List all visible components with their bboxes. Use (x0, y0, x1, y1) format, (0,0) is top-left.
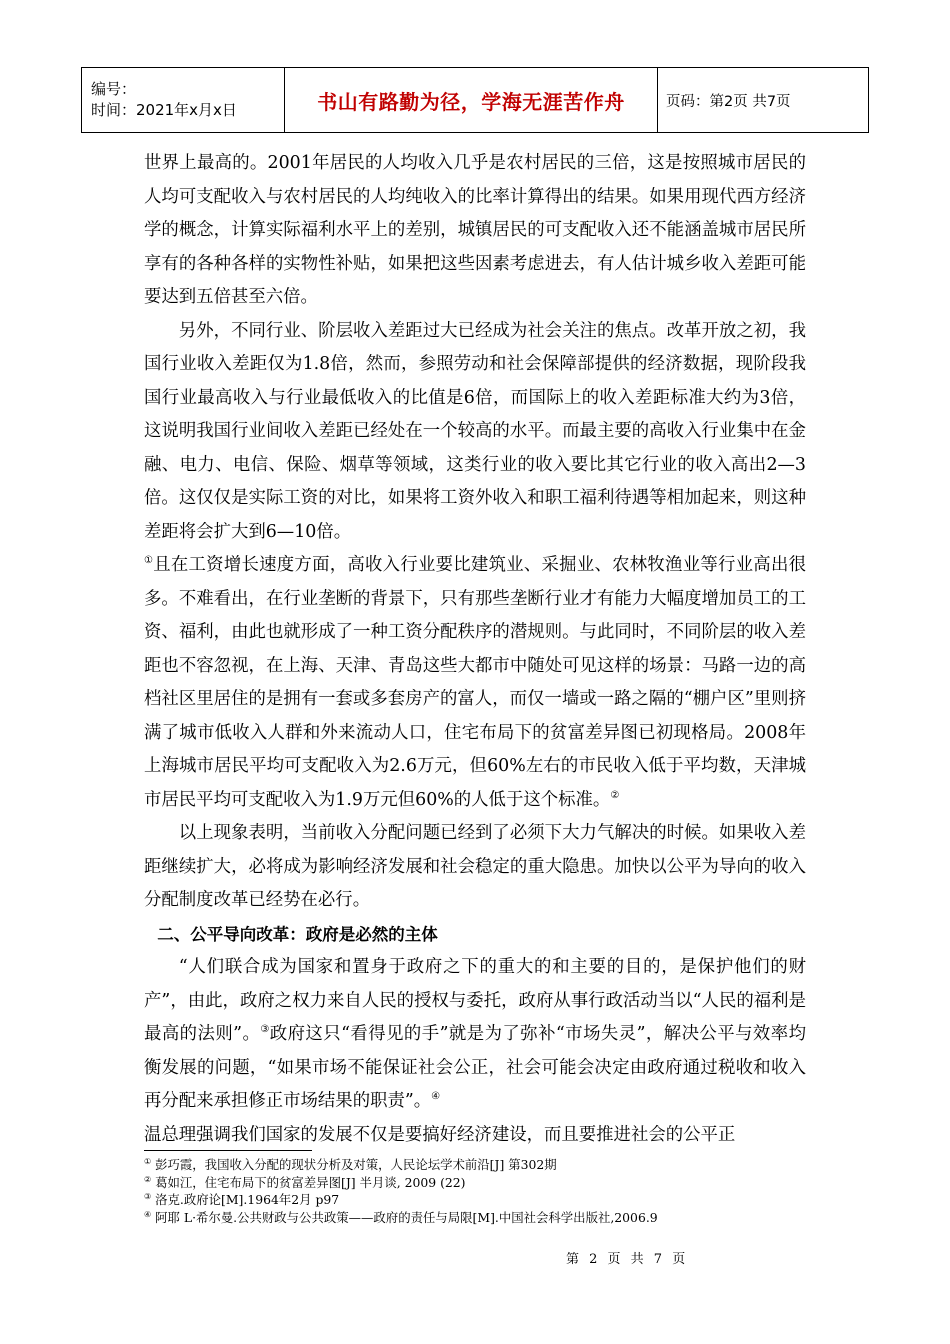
header-info-cell (82, 68, 285, 132)
time-label: 时间：2021年x月x日 (91, 101, 237, 119)
paragraph: 世界上最高的。2001年居民的人均收入几乎是农村居民的三倍，这是按照城市居民的人均可支配收入与农村居民的人均纯收入的比率计算得出的结果。如果用现代西方经济学的概念，计算实际福利水平上的差别，城镇居民的可支配收入还不能涵盖城市居民所享有的各种各样的实物性补贴，如果把这些因素考虑进去，有人估计城乡收入差距可能要达到五倍甚至六倍。 (144, 153, 806, 307)
footnote-ref: ① (144, 555, 154, 567)
footnote: ③ 洛克.政府论[M].1964年2月 p97 (144, 1191, 340, 1207)
header-page-cell (658, 68, 868, 132)
footnote-ref: ② (610, 789, 620, 801)
body-text (144, 147, 806, 1152)
section-heading: 二、公平导向改革：政府是必然的主体 (157, 924, 438, 944)
page-label: 页码：第2页 共7页 (666, 93, 791, 110)
paragraph: 另外，不同行业、阶层收入差距过大已经成为社会关注的焦点。改革开放之初，我国行业收入差距仅为1.8倍，然而，参照劳动和社会保障部提供的经济数据，现阶段我国行业最高收入与行业最低收入的比值是6倍，而国际上的收入差距标准大约为3倍，这说明我国行业间收入差距已经处在一个较高的水平。而最主要的高收入行业集中在金融、电力、电信、保险、烟草等领域，这类行业的收入要比其它行业的收入高出2—3倍。这仅仅是实际工资的对比，如果将工资外收入和职工福利待遇等相加起来，则这种差距将会扩大到6—10倍。 ①且在工资增长速度方面，高收入行业要比建筑业、采掘业、农林牧渔业等行业高出很多。不难看出，在行业垄断的背景下，只有那些垄断行业才有能力大幅度增加员工的工资、福利，由此也就形成了一种工资分配秩序的潜规则。与此同时，不同阶层的收入差距也不容忽视，在上海、天津、青岛这些大都市中随处可见这样的场景：马路一边的高档社区里居住的是拥有一套或多套房产的富人，而仅一墙或一路之隔的“棚户区”里则挤满了城市低收入人群和外来流动人口，住宅布局下的贫富差异图已初现格局。2008年上海城市居民平均可支配收入为2.6万元，但60%左右的市民收入低于平均数，天津城市居民平均可支配收入为1.9万元但60%的人低于这个标准。② (144, 320, 806, 810)
footnote-ref: ④ (431, 1091, 441, 1103)
number-label: 编号： (91, 80, 137, 98)
paragraph: 以上现象表明，当前收入分配问题已经到了必须下大力气解决的时候。如果收入差距继续扩大，必将成为影响经济发展和社会稳定的重大隐患。加快以公平为导向的收入分配制度改革已经势在必行。 (144, 823, 806, 910)
header-table (81, 67, 869, 133)
paragraph: “人们联合成为国家和置身于政府之下的重大的和主要的目的，是保护他们的财产”，由此，政府之权力来自人民的授权与委托，政府从事行政活动当以“人民的福利是最高的法则”。③政府这只“看得见的手”就是为了弥补“市场失灵”，解决公平与效率均衡发展的问题，“如果市场不能保证社会公正，社会可能会决定由政府通过税收和收入再分配来承担修正市场结果的职责”。④ 温总理强调我们国家的发展不仅是要搞好经济建设，而且要推进社会的公平正 (144, 957, 806, 1145)
footnote-separator (144, 1150, 312, 1151)
footnote: ④ 阿耶 L·希尔曼.公共财政与公共政策——政府的责任与局限[M].中国社会科学出版社,2006.9 (144, 1209, 658, 1225)
footnotes (144, 1156, 824, 1226)
footnote-ref: ③ (260, 1024, 270, 1036)
footnote: ② 葛如江，住宅布局下的贫富差异图[J] 半月谈, 2009 (22) (144, 1174, 466, 1190)
motto: 书山有路勤为径，学海无涯苦作舟 (317, 89, 625, 114)
header-motto-cell (285, 68, 658, 132)
footnote: ① 彭巧霞，我国收入分配的现状分析及对策，人民论坛学术前沿[J] 第302期 (144, 1156, 557, 1172)
page-footer: 第 2 页 共 7 页 (566, 1252, 689, 1267)
